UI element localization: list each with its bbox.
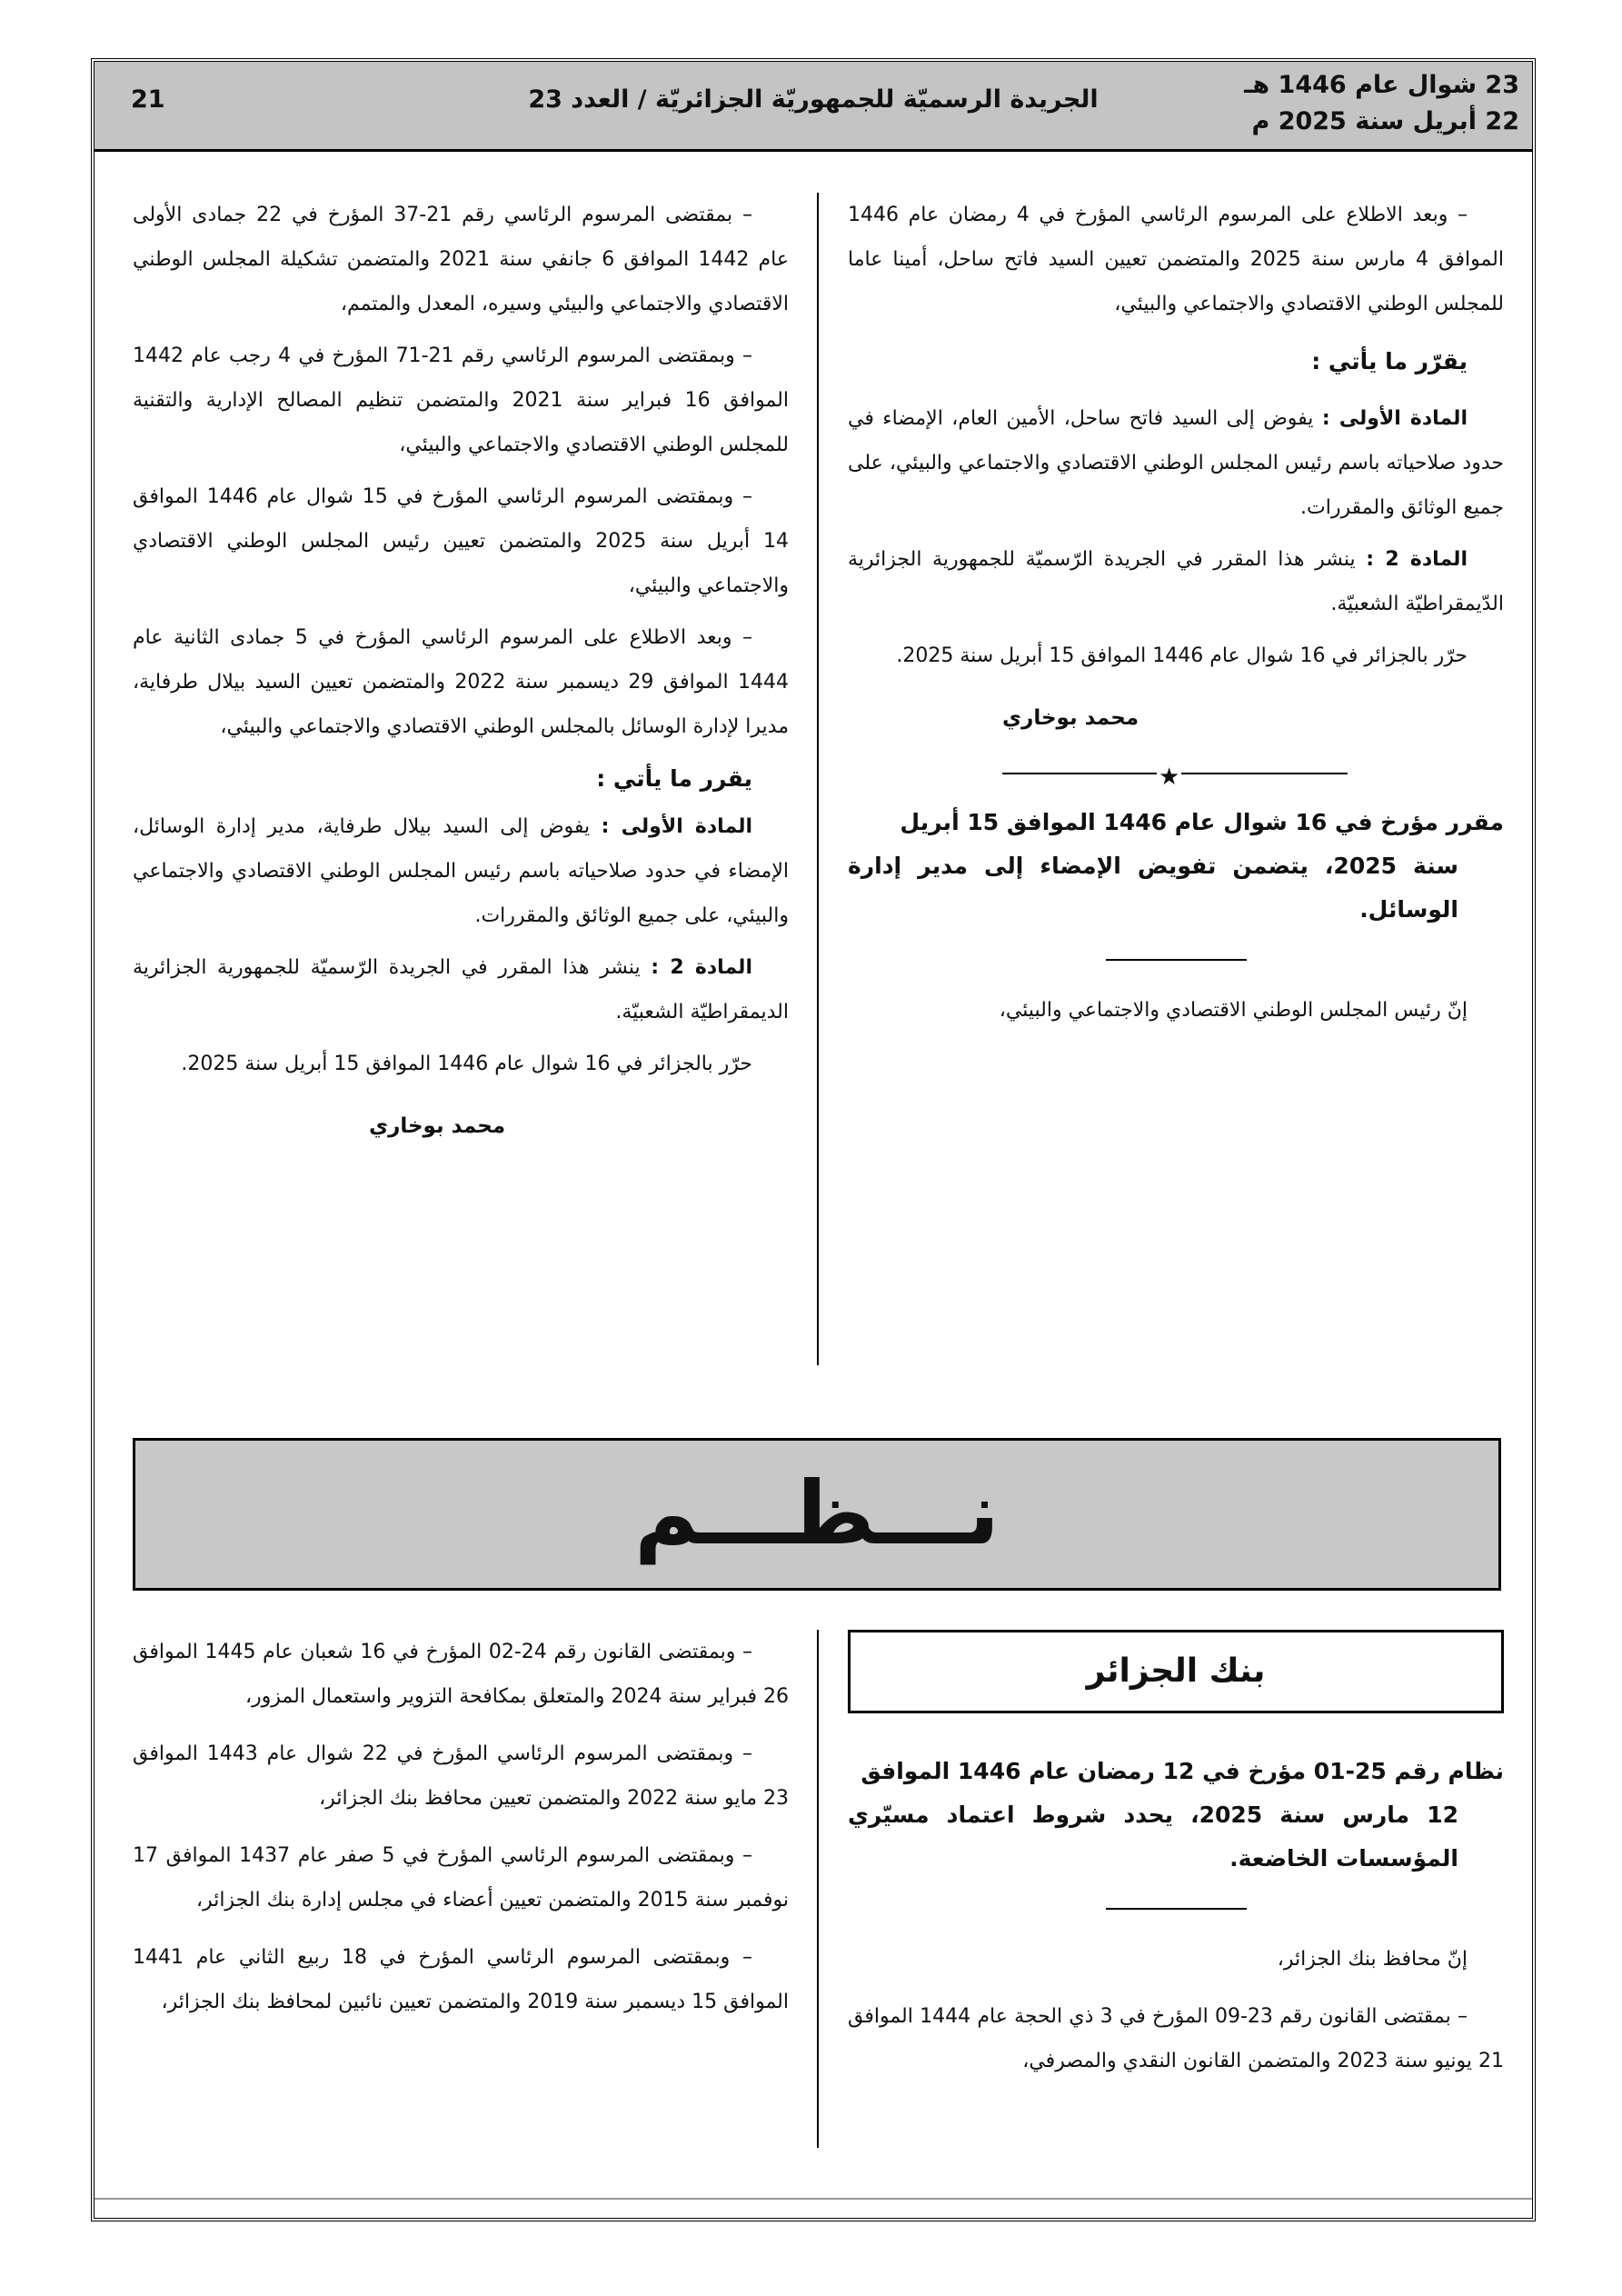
bottom-rule — [95, 2198, 1532, 2200]
paragraph: – وبعد الاطلاع على المرسوم الرئاسي المؤرخ في 5 جمادى الثانية عام 1444 الموافق 29 ديسمبر سنة 2022 والمتضمن تعيين السيد بيلال طرفاية، مديرا لإدارة الوسائل بالمجلس الوطني الاقتصادي والاجتماعي والبيئي، — [133, 626, 789, 738]
decides-heading: يقرّر ما يأتي : — [1311, 348, 1468, 374]
article-label: المادة الأولى : — [601, 815, 752, 838]
page-header — [95, 62, 1532, 152]
title-line: مقرر مؤرخ في 16 شوال عام 1446 الموافق 15 أبريل — [900, 809, 1504, 835]
paragraph: – وبمقتضى المرسوم الرئاسي المؤرخ في 22 شوال عام 1443 الموافق 23 مايو سنة 2022 والمتضمن تعيين محافظ بنك الجزائر، — [133, 1742, 789, 1810]
paragraph: – وبمقتضى المرسوم الرئاسي المؤرخ في 15 شوال عام 1446 الموافق 14 أبريل سنة 2025 والمتضمن تعيين رئيس المجلس الوطني الاقتصادي والاجتماعي والبيئي، — [133, 485, 789, 597]
done-at: حرّر بالجزائر في 16 شوال عام 1446 الموافق 15 أبريل سنة 2025. — [896, 644, 1468, 667]
decides-heading: يقرر ما يأتي : — [596, 765, 752, 792]
section-banner: نـــظـــم — [133, 1438, 1501, 1591]
done-at: حرّر بالجزائر في 16 شوال عام 1446 الموافق 15 أبريل سنة 2025. — [181, 1053, 752, 1075]
paragraph: – وبمقتضى المرسوم الرئاسي المؤرخ في 18 ربيع الثاني عام 1441 الموافق 15 ديسمبر سنة 2019 والمتضمن تعيين نائبين لمحافظ بنك الجزائر، — [133, 1946, 789, 2013]
signature: محمد بوخاري — [1002, 706, 1139, 730]
article-label: المادة الأولى : — [1321, 407, 1468, 430]
article-2 — [848, 537, 1504, 626]
paragraph: – وبمقتضى المرسوم الرئاسي المؤرخ في 5 صفر عام 1437 الموافق 17 نوفمبر سنة 2015 والمتضمن تعيين أعضاء في مجلس إدارة بنك الجزائر، — [133, 1844, 789, 1912]
signature: محمد بوخاري — [369, 1114, 506, 1138]
star-separator — [848, 759, 1504, 791]
institution-box: بنك الجزائر — [848, 1630, 1504, 1713]
page-number: 21 — [131, 85, 165, 114]
paragraph: – وبعد الاطلاع على المرسوم الرئاسي المؤرخ في 4 رمضان عام 1446 الموافق 4 مارس سنة 2025 والمتضمن تعيين السيد فاتح ساحل، أمينا عاما للمجلس الوطني الاقتصادي والاجتماعي والبيئي، — [848, 204, 1504, 315]
paragraph: – بمقتضى المرسوم الرئاسي رقم 21-37 المؤرخ في 22 جمادى الأولى عام 1442 الموافق 6 جانفي سنة 2021 والمتضمن تشكيلة المجلس الوطني الاقتصادي والاجتماعي والبيئي وسيره، المعدل والمتمم، — [133, 204, 789, 315]
lower-right-column — [848, 1630, 1504, 2091]
paragraph: – وبمقتضى القانون رقم 24-02 المؤرخ في 16 شعبان عام 1445 الموافق 26 فبراير سنة 2024 والمتعلق بمكافحة التزوير واستعمال المزور، — [133, 1641, 789, 1708]
date-gregorian: 22 أبريل سنة 2025 م — [1251, 107, 1519, 135]
title-line: 12 مارس سنة 2025، يحدد شروط اعتماد مسيّري المؤسسات الخاضعة. — [848, 1802, 1458, 1872]
preamble: إنّ محافظ بنك الجزائر، — [1277, 1948, 1468, 1971]
article-2 — [133, 945, 789, 1034]
lower-left-column — [133, 1630, 789, 2031]
paragraph: – بمقتضى القانون رقم 23-09 المؤرخ في 3 ذي الحجة عام 1444 الموافق 21 يونيو سنة 2023 والمتضمن القانون النقدي والمصرفي، — [848, 2005, 1504, 2072]
article-text: ينشر هذا المقرر في الجريدة الرّسميّة للجمهورية الجزائرية الدّيمقراطيّة الشعبيّة. — [848, 548, 1504, 615]
article-text: يفوض إلى السيد فاتح ساحل، الأمين العام، الإمضاء في حدود صلاحياته باسم رئيس المجلس الوطني الاقتصادي والاجتماعي والبيئي، على جميع الوثائق والمقررات. — [848, 407, 1504, 519]
title-line: سنة 2025، يتضمن تفويض الإمضاء إلى مدير إدارة الوسائل. — [848, 853, 1458, 923]
article-1 — [848, 396, 1504, 530]
article-1 — [133, 804, 789, 938]
article-text: ينشر هذا المقرر في الجريدة الرّسميّة للجمهورية الجزائرية الديمقراطيّة الشعبيّة. — [133, 956, 789, 1023]
title-line: نظام رقم 25-01 مؤرخ في 12 رمضان عام 1446 الموافق — [861, 1758, 1504, 1784]
divider — [1106, 959, 1247, 961]
article-label: المادة 2 : — [651, 956, 752, 979]
paragraph: – وبمقتضى المرسوم الرئاسي رقم 21-71 المؤرخ في 4 رجب عام 1442 الموافق 16 فبراير سنة 2021 والمتضمن تنظيم المصالح الإدارية والتقنية للمجلس الوطني الاقتصادي والاجتماعي والبيئي، — [133, 344, 789, 456]
preamble: إنّ رئيس المجلس الوطني الاقتصادي والاجتماعي والبيئي، — [999, 999, 1468, 1022]
upper-right-column — [848, 193, 1504, 1040]
upper-left-column — [133, 193, 789, 1167]
star-icon: ★ — [1157, 755, 1181, 800]
journal-title: الجريدة الرسميّة للجمهوريّة الجزائريّة / العدد 23 — [528, 85, 1099, 114]
article-label: المادة 2 : — [1366, 548, 1468, 571]
column-divider — [817, 1630, 819, 2148]
decision-title — [848, 801, 1504, 932]
column-divider — [817, 193, 819, 1365]
article-text: يفوض إلى السيد بيلال طرفاية، مدير إدارة الوسائل، الإمضاء في حدود صلاحياته باسم رئيس المجلس الوطني الاقتصادي والاجتماعي والبيئي، على جميع الوثائق والمقررات. — [133, 815, 789, 927]
regulation-title — [848, 1750, 1504, 1881]
divider — [1106, 1908, 1247, 1910]
date-hijri: 23 شوال عام 1446 هـ — [1244, 71, 1519, 99]
